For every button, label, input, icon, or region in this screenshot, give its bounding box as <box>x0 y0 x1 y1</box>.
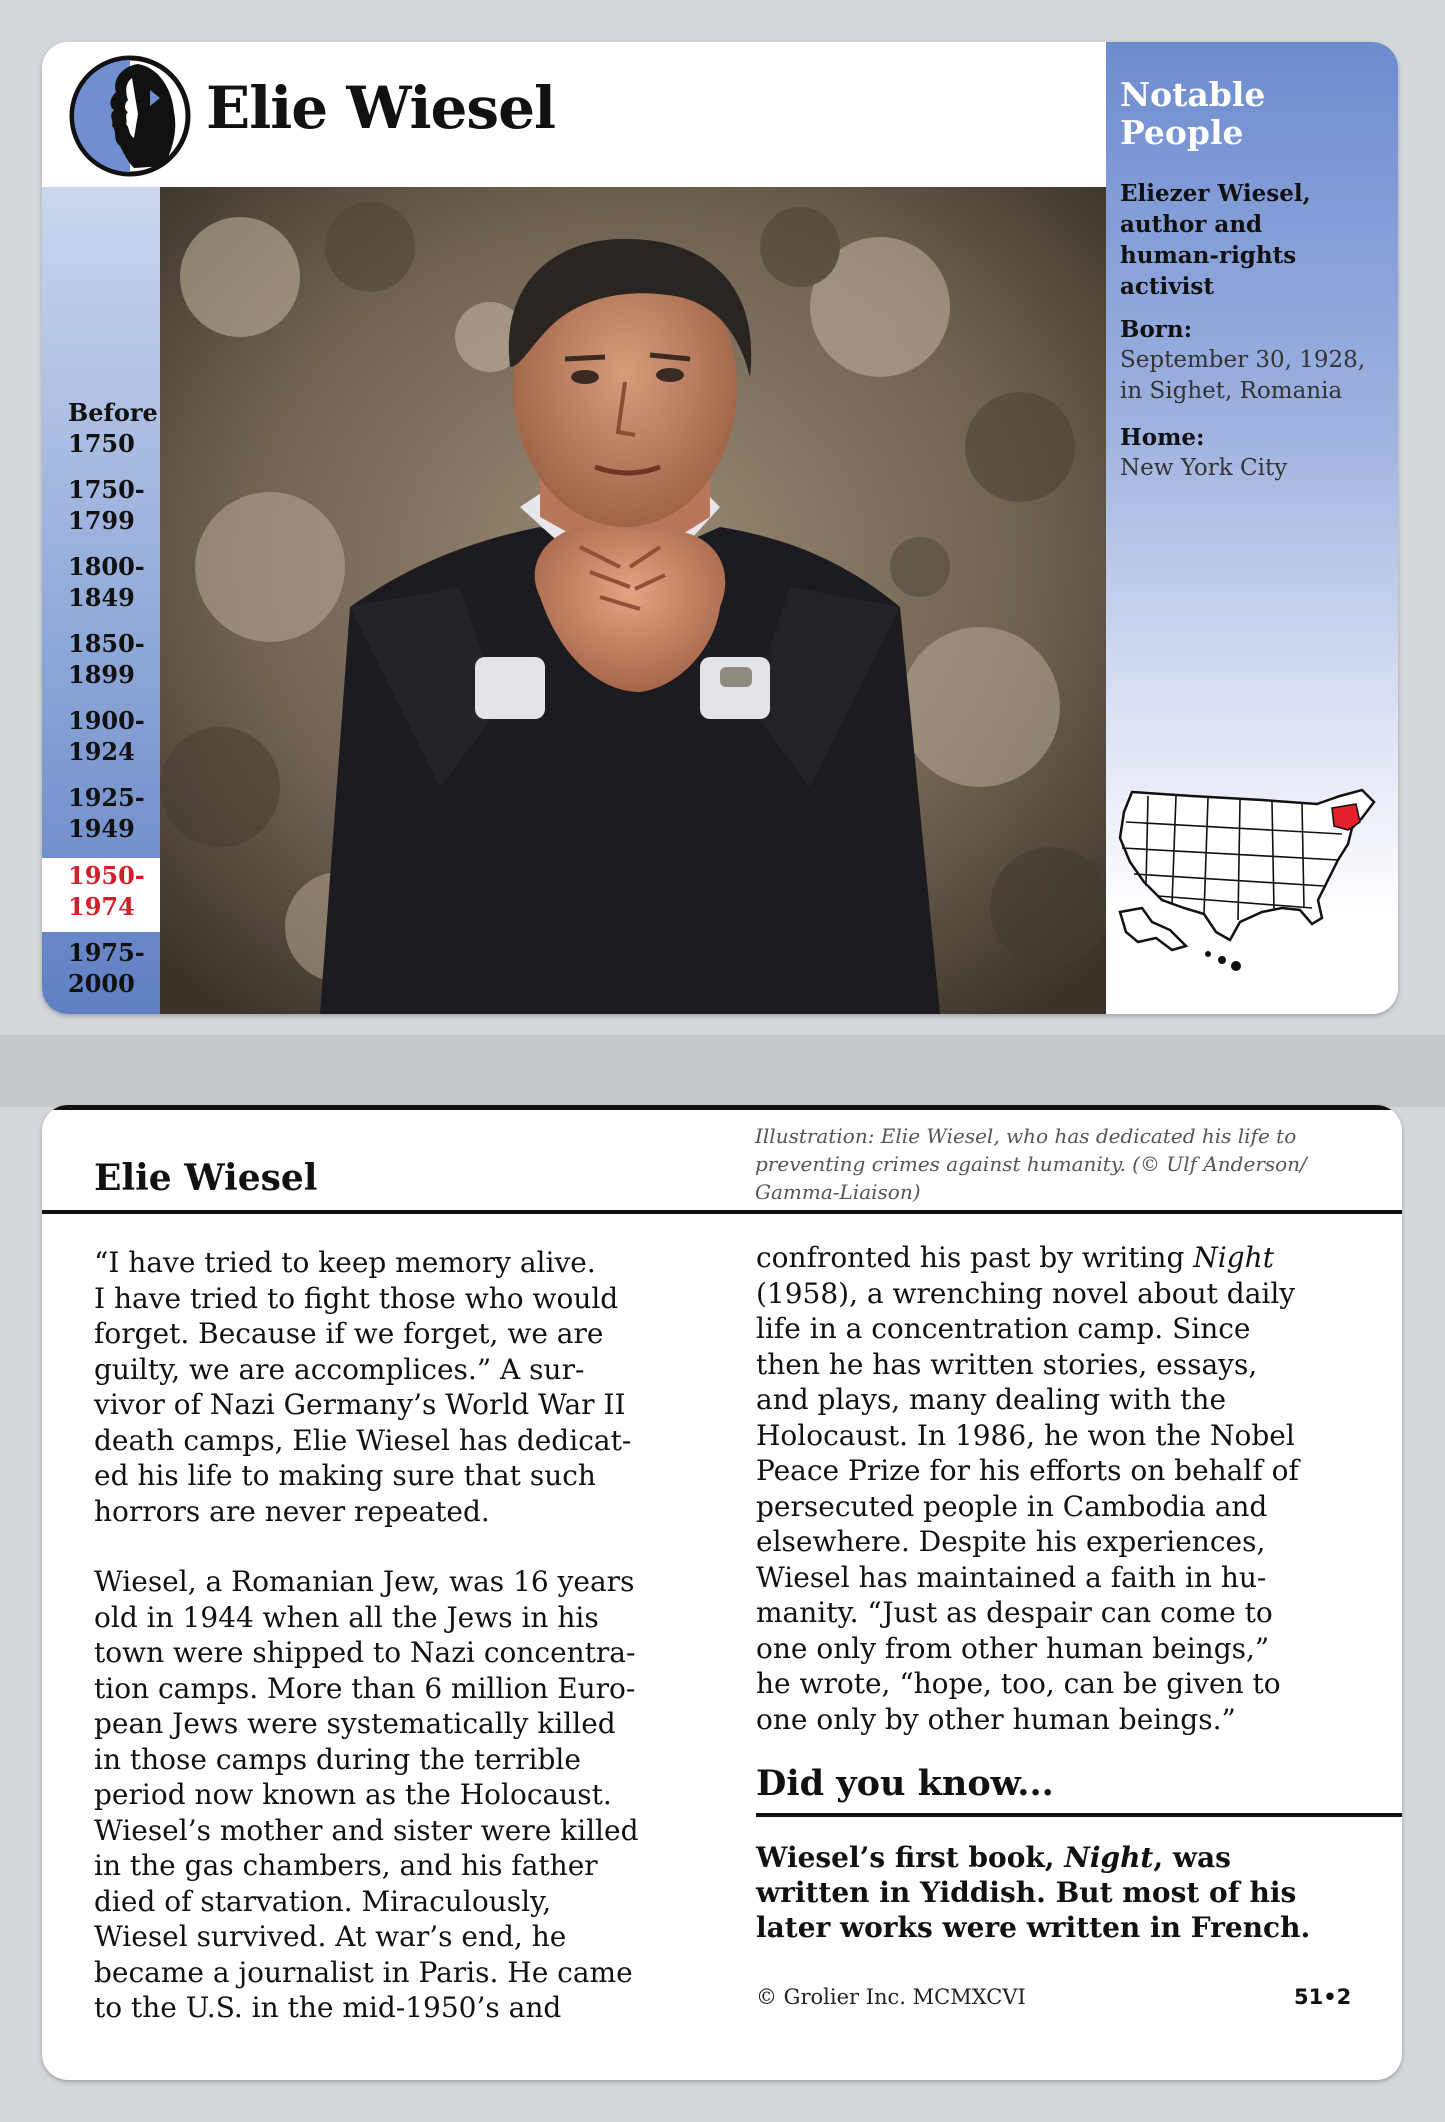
info-sidebar <box>1106 42 1398 1014</box>
card-back <box>42 1105 1402 2080</box>
card-front <box>42 42 1398 1014</box>
top-rule <box>42 1105 1402 1110</box>
card-number: 51•2 <box>1294 1985 1352 2009</box>
card-title: Elie Wiesel <box>206 74 556 142</box>
subtitle-description: Eliezer Wiesel, author and human-rights activist <box>1120 180 1311 300</box>
era-timeline <box>42 187 160 1014</box>
category-label: Notable People <box>1120 75 1266 152</box>
era-1950-1974-active: 1950- 1974 <box>42 858 160 932</box>
copyright-notice: © Grolier Inc. MCMXCVI <box>756 1985 1026 2009</box>
back-title: Elie Wiesel <box>94 1157 318 1199</box>
era-1925-1949: 1925- 1949 <box>68 783 145 843</box>
era-1900-1924: 1900- 1924 <box>68 706 145 766</box>
body-column-right <box>756 1240 1346 1737</box>
did-you-know-heading: Did you know... <box>756 1763 1054 1804</box>
did-you-know-rule <box>756 1813 1402 1817</box>
era-1975-2000: 1975- 2000 <box>68 938 145 998</box>
era-1850-1899: 1850- 1899 <box>68 629 145 689</box>
born-value: September 30, 1928, in Sighet, Romania <box>1120 347 1366 404</box>
photo-caption: Illustration: Elie Wiesel, who has dedicated his life to preventing crimes against humanity. (© Ulf Anderson/ Gamma-Liaison) <box>755 1124 1307 1204</box>
header-rule <box>42 1210 1402 1214</box>
home-value: New York City <box>1120 455 1288 481</box>
portrait-photo <box>160 187 1106 1014</box>
era-1800-1849: 1800- 1849 <box>68 552 145 612</box>
did-you-know-text: Wiesel’s first book, Night, was written in Yiddish. But most of his later works were written in French. <box>756 1841 1311 1944</box>
card-separator <box>0 1035 1445 1107</box>
body-column-left <box>94 1245 684 2026</box>
paragraph-quote: “I have tried to keep memory alive. I have tried to fight those who would forget. Because if we forget, we are guilty, we are accomplices.” A sur- vivor of Nazi Germany’s World War II death camps, Elie Wiesel has dedicat- ed his life to making sure that such horrors are never repeated. <box>94 1246 632 1528</box>
paragraph-biography: Wiesel, a Romanian Jew, was 16 years old in 1944 when all the Jews in his town were shipped to Nazi concentra- tion camps. More than 6 million Euro- pean Jews were systematically killed in those camps during the terrible period now known as the Holocaust. Wiesel’s mother and sister were killed in the gas chambers, and his father died of starvation. Miraculously, Wiesel survived. At war’s end, he became a journalist in Paris. He came to the U.S. in the mid-1950’s and <box>94 1565 639 2024</box>
era-before-1750: Before 1750 <box>68 398 158 458</box>
us-map-icon <box>1112 782 1390 972</box>
home-label: Home: <box>1120 424 1205 451</box>
born-label: Born: <box>1120 316 1193 343</box>
profile-faces-logo <box>68 54 192 178</box>
era-1750-1799: 1750- 1799 <box>68 475 145 535</box>
paragraph-continued: confronted his past by writing Night (1958), a wrenching novel about daily life in a concentration camp. Since then he has written stories, essays, and plays, many dealing with the Holocaust. In 1986, he won the Nobel Peace Prize for his efforts on behalf of persecuted people in Cambodia and elsewhere. Despite his experiences, Wiesel has maintained a faith in hu- manity. “Just as despair can come to one only from other human beings,” he wrote, “hope, too, can be given to one only by other human beings.” <box>756 1241 1299 1736</box>
